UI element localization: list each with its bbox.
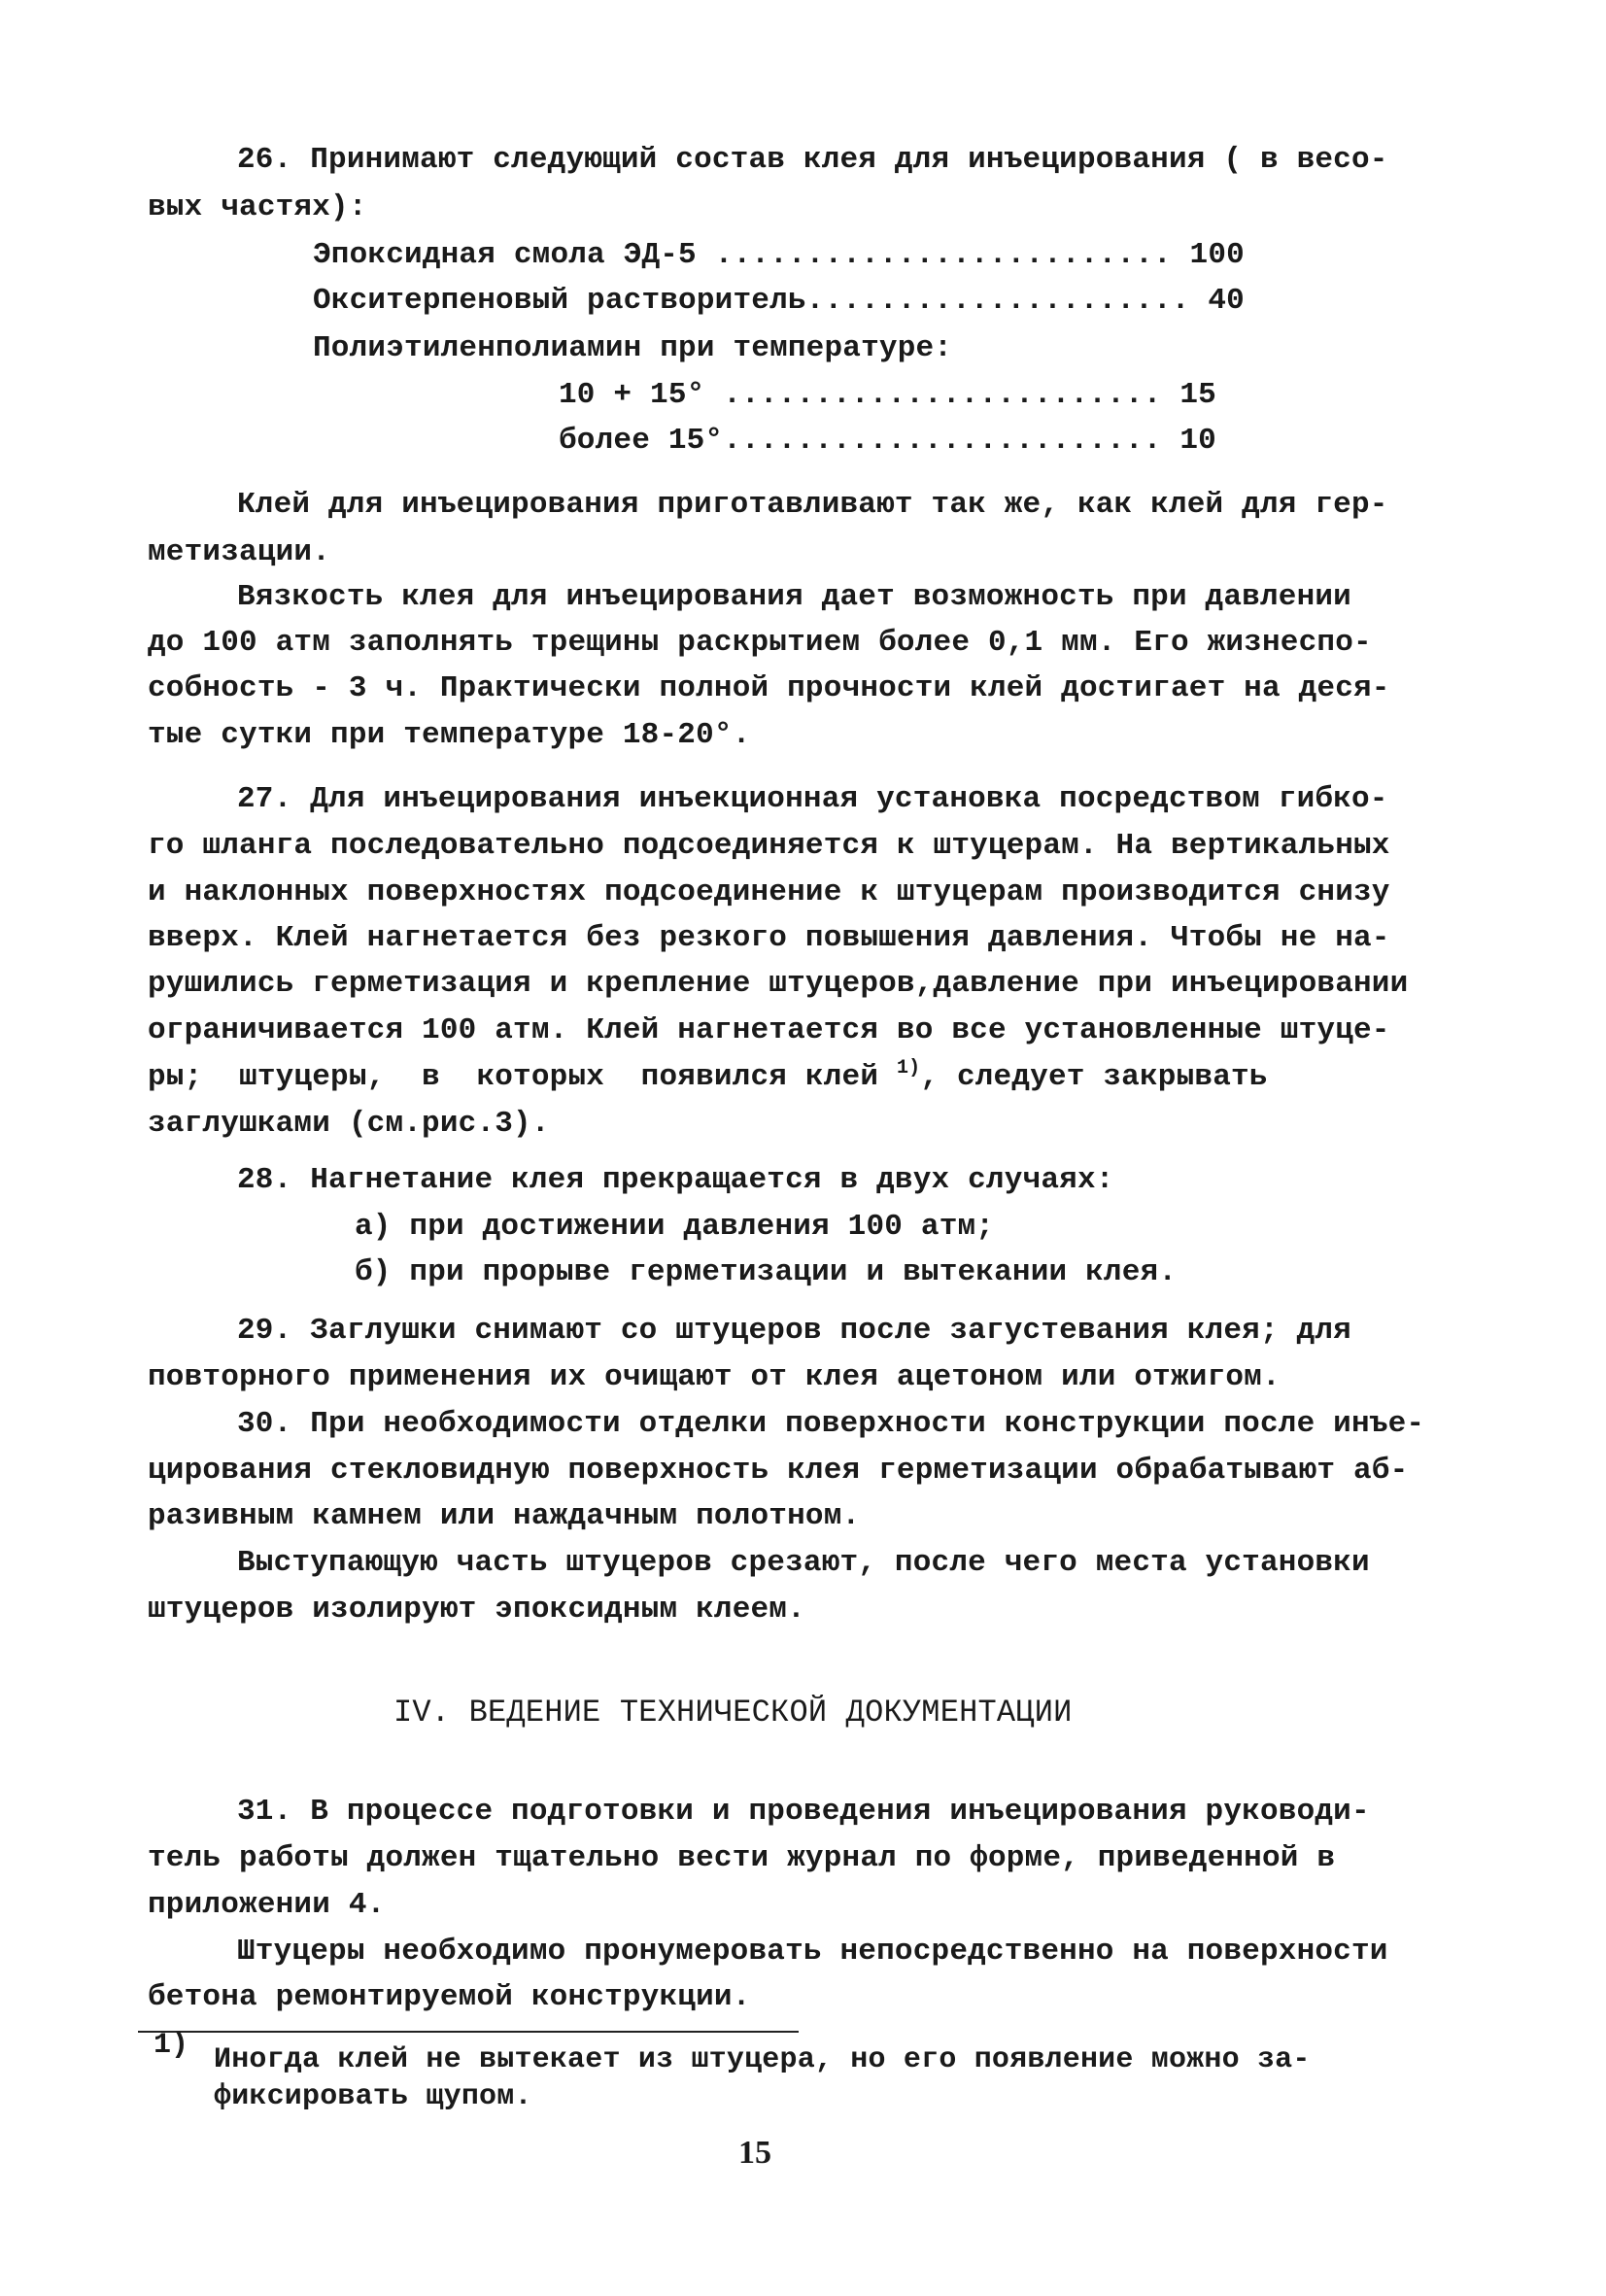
- p28-line: 28. Нагнетание клея прекращается в двух случаях:: [237, 1163, 1114, 1197]
- p27-line: рушились герметизация и крепление штуцеров,давление при инъецировании: [148, 967, 1409, 1001]
- page-number: 15: [738, 2135, 771, 2171]
- paragraph-line: Вязкость клея для инъецирования дает возможность при давлении: [237, 580, 1351, 614]
- recipe-row: [559, 376, 1216, 415]
- recipe-label: 10 + 15° ........................: [559, 378, 1180, 412]
- section-heading: IV. ВЕДЕНИЕ ТЕХНИЧЕСКОЙ ДОКУМЕНТАЦИИ: [393, 1695, 1073, 1731]
- recipe-label: более 15°........................: [559, 424, 1180, 458]
- p27-line: 27. Для инъецирования инъекционная установка посредством гибко-: [237, 782, 1388, 816]
- recipe-label: Эпоксидная смола ЭД-5 .........................: [313, 238, 1190, 272]
- recipe-row: [313, 329, 952, 368]
- recipe-row: [313, 282, 1245, 321]
- p30-line: 30. При необходимости отделки поверхности конструкции после инъе-: [237, 1407, 1425, 1441]
- p27-line: заглушками (см.рис.3).: [148, 1107, 550, 1141]
- p30-line: цирования стекловидную поверхность клея герметизации обрабатывают аб-: [148, 1454, 1409, 1488]
- paragraph-line: тые сутки при температуре 18-20°.: [148, 718, 751, 752]
- recipe-value: 100: [1189, 238, 1245, 272]
- p31-line: 31. В процессе подготовки и проведения инъецирования руководи-: [237, 1795, 1370, 1829]
- p29-line: 29. Заглушки снимают со штуцеров после загустевания клея; для: [237, 1314, 1351, 1348]
- p27-line: го шланга последовательно подсоединяется к штуцерам. На вертикальных: [148, 829, 1390, 863]
- paragraph-line: бетона ремонтируемой конструкции.: [148, 1980, 751, 2014]
- paragraph-line: метизации.: [148, 535, 331, 569]
- p27-text: ры; штуцеры, в которых появился клей: [148, 1060, 897, 1094]
- footnote-divider: [138, 2031, 799, 2033]
- recipe-value: 40: [1208, 284, 1245, 318]
- recipe-row: [559, 422, 1216, 461]
- recipe-label: Окситерпеновый растворитель.....................: [313, 284, 1209, 318]
- p26-line: вых частях):: [148, 190, 367, 224]
- paragraph-line: Выступающую часть штуцеров срезают, после чего места установки: [237, 1546, 1370, 1580]
- p27-text: , следует закрывать: [920, 1060, 1268, 1094]
- p28-list-item: б) при прорыве герметизации и вытекании клея.: [355, 1255, 1178, 1289]
- recipe-value: 10: [1179, 424, 1216, 458]
- paragraph-line: собность - 3 ч. Практически полной прочности клей достигает на деся-: [148, 671, 1390, 705]
- paragraph-line: Клей для инъецирования приготавливают так же, как клей для гер-: [237, 488, 1388, 522]
- footnote-line: Иногда клей не вытекает из штуцера, но его появление можно за-: [214, 2043, 1311, 2076]
- p26-line: 26. Принимают следующий состав клея для инъецирования ( в весо-: [237, 143, 1388, 177]
- recipe-label: Полиэтиленполиамин при температуре:: [313, 331, 953, 365]
- recipe-value: 15: [1179, 378, 1216, 412]
- footnote-line: фиксировать щупом.: [214, 2080, 532, 2113]
- footnote-reference: 1): [896, 1057, 921, 1079]
- footnote-marker: 1): [154, 2029, 189, 2062]
- p30-line: разивным камнем или наждачным полотном.: [148, 1499, 861, 1533]
- p28-list-item: а) при достижении давления 100 атм;: [355, 1210, 995, 1244]
- paragraph-line: Штуцеры необходимо пронумеровать непосредственно на поверхности: [237, 1935, 1388, 1969]
- p27-line: [148, 1058, 1268, 1097]
- p31-line: тель работы должен тщательно вести журнал по форме, приведенной в: [148, 1841, 1336, 1875]
- paragraph-line: штуцеров изолируют эпоксидным клеем.: [148, 1593, 805, 1627]
- p27-line: и наклонных поверхностях подсоединение к штуцерам производится снизу: [148, 875, 1390, 909]
- p29-line: повторного применения их очищают от клея ацетоном или отжигом.: [148, 1360, 1281, 1394]
- p27-line: ограничивается 100 атм. Клей нагнетается во все установленные штуце-: [148, 1013, 1390, 1047]
- p27-line: вверх. Клей нагнетается без резкого повышения давления. Чтобы не на-: [148, 921, 1390, 955]
- recipe-row: [313, 236, 1245, 275]
- paragraph-line: до 100 атм заполнять трещины раскрытием более 0,1 мм. Его жизнеспо-: [148, 626, 1372, 660]
- p31-line: приложении 4.: [148, 1888, 386, 1922]
